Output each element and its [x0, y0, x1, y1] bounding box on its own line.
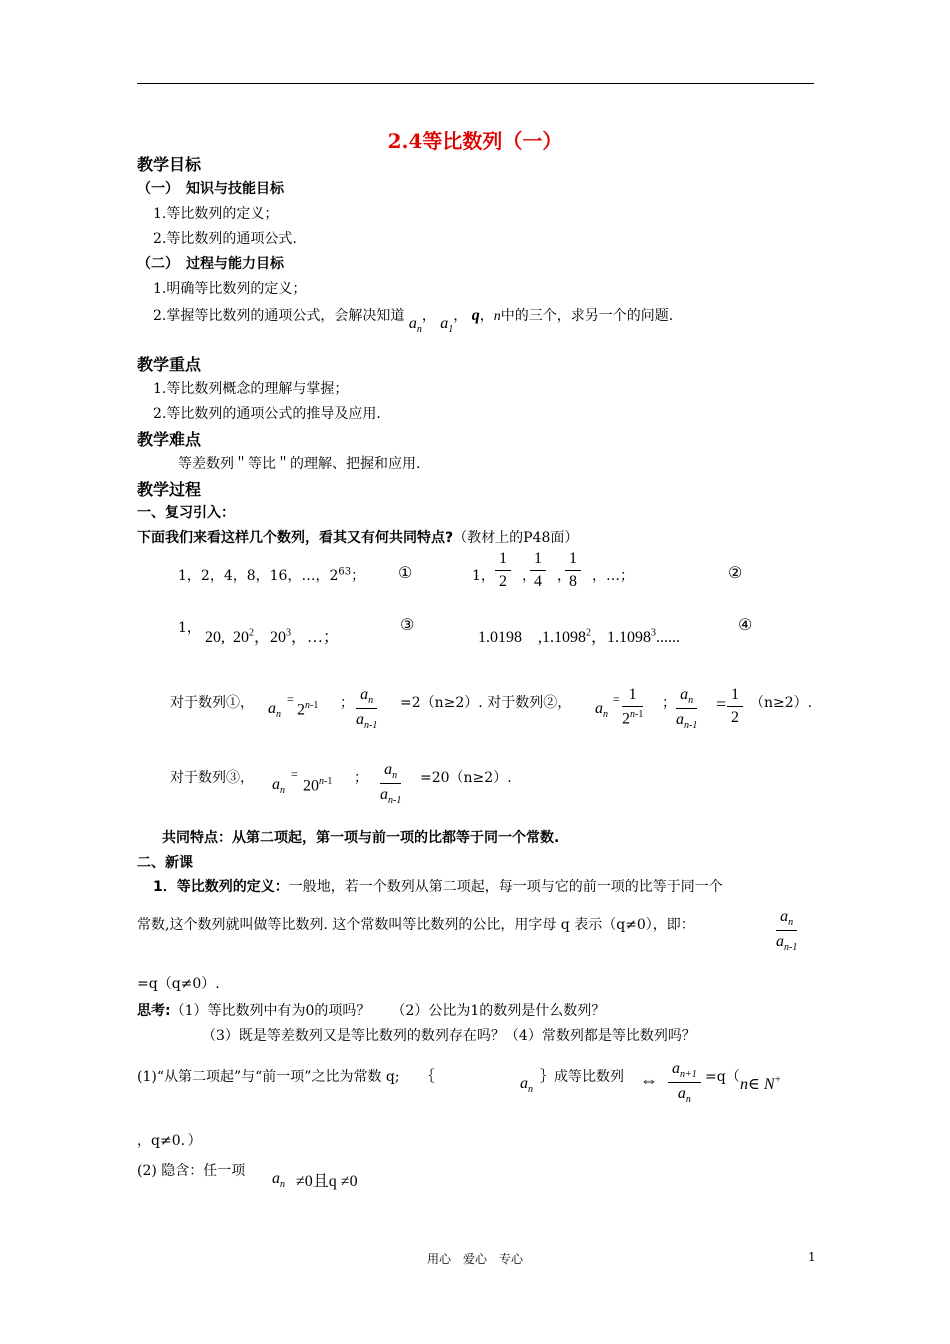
fraction-an-over-an1: $\frac{a_n}{a_{n-1}}$ [676, 686, 698, 732]
key-item1: 1.等比数列概念的理解与掌握； [153, 381, 349, 397]
think-line1: 思考:（1）等比数列中有为0的项吗？ （2）公比为1的数列是什么数列？ [137, 1003, 606, 1019]
key-item2: 2.等比数列的通项公式的推导及应用. [153, 406, 381, 422]
mark-1: ① [398, 563, 413, 582]
mark-2: ② [728, 563, 743, 582]
page-number: 1 [808, 1250, 816, 1264]
condition: =20（n≥2）. [420, 770, 512, 786]
iff-symbol: ⇔ [640, 1070, 658, 1090]
review-question: 下面我们来看这样几个数列，看其又有何共同特点?（教材上的P48面） [137, 530, 579, 546]
note1-eq: =q（ [705, 1069, 740, 1085]
condition: （n≥2）. [750, 695, 813, 711]
an-symbol: $a_n$ [268, 700, 281, 721]
goals-sub2: （二） 过程与能力目标 [137, 256, 284, 272]
semicolon: ； [662, 695, 676, 711]
note2-text: (2) 隐含：任一项 [137, 1163, 246, 1179]
definition-line2: 常数,这个数列就叫做等比数列. 这个常数叫等比数列的公比，用字母 q 表示（q≠0），即： [137, 917, 695, 933]
an-symbol: $a_n$ [595, 700, 608, 721]
for-seq2-label: =2（n≥2）. 对于数列②， [400, 695, 572, 711]
page-title: 2.4等比数列（一） [387, 129, 563, 153]
fraction-half: $\frac{1}{2}$ [727, 686, 743, 727]
goals-sub2-item1: 1.明确等比数列的定义； [153, 281, 307, 297]
goals-sub1: （一） 知识与技能目标 [137, 181, 284, 197]
definition-line3: =q（q≠0）. [137, 976, 220, 992]
note1-mid: ｝成等比数列 [540, 1069, 624, 1085]
newlesson-heading: 二、新课 [137, 855, 193, 871]
goals-sub2-item2: 2.掌握等比数列的通项公式，会解决知道 $a_n$， $a_1$， q，n中的三个，求另一个的问题. [153, 307, 674, 336]
note2-math: ≠0且q ≠0 [296, 1173, 358, 1190]
common-feature: 共同特点：从第二项起，第一项与前一项的比都等于同一个常数. [162, 830, 560, 846]
equals: = [613, 692, 620, 706]
equals: = [716, 694, 727, 714]
sequence-4: 1.0198 ,1.1098$^2$，1.1098$^3$...... [478, 627, 681, 646]
fraction-an-over-an1: $\frac{a_n}{a_{n-1}}$ [776, 908, 798, 954]
equals: = [287, 692, 294, 706]
ellipsis: ，…； [592, 568, 634, 584]
header-rule [137, 83, 814, 84]
process-heading: 教学过程 [137, 480, 202, 499]
review-heading: 一、复习引入： [137, 505, 235, 521]
comma: ， [522, 568, 536, 584]
an-symbol: $a_n$ [272, 1170, 285, 1191]
equals: = [291, 767, 298, 781]
fraction-quarter: $\frac{1}{4}$ [530, 550, 546, 591]
difficulty-text: 等差数列＂等比＂的理解、把握和应用. [178, 456, 421, 472]
sequence-2-start: 1， [472, 568, 495, 584]
goals-heading: 教学目标 [137, 155, 202, 174]
sequence-3-start: 1， [178, 620, 201, 636]
power-2: 2$^{n-1}$ [297, 700, 319, 719]
for-seq1-label: 对于数列①， [170, 695, 254, 711]
difficulty-heading: 教学难点 [137, 430, 202, 449]
goals-sub1-item1: 1.等比数列的定义； [153, 206, 279, 222]
comma: ， [557, 568, 571, 584]
note1-text: (1)“从第二项起”与“前一项”之比为常数 q; ｛ [137, 1069, 435, 1085]
an-symbol: $a_n$ [520, 1075, 533, 1096]
fraction-an-over-an1: $\frac{a_n}{a_{n-1}}$ [380, 761, 402, 807]
sequence-3: 20, $20^2$，$20^3$，…； [205, 627, 340, 646]
fraction-an1-over-an: $\frac{a_{n+1}}{a_n}$ [668, 1060, 701, 1105]
power-20: 20$^{n-1}$ [303, 776, 333, 795]
goals-sub1-item2: 2.等比数列的通项公式. [153, 231, 297, 247]
fraction-an-over-an1: $\frac{a_n}{a_{n-1}}$ [356, 686, 378, 732]
semicolon: ； [354, 770, 368, 786]
key-heading: 教学重点 [137, 355, 202, 374]
think-line2: （3）既是等差数列又是等比数列的数列存在吗？（4）常数列都是等比数列吗？ [202, 1028, 696, 1044]
fraction-1-over-2n1: $\frac{1}{2^{n-1}}$ [622, 686, 644, 728]
semicolon: ； [340, 695, 354, 711]
an-symbol: $a_n$ [272, 776, 285, 797]
fraction-eighth: $\frac{1}{8}$ [565, 550, 581, 591]
fraction-half: $\frac{1}{2}$ [495, 550, 511, 591]
mark-4: ④ [738, 615, 753, 634]
for-seq3-label: 对于数列③， [170, 770, 254, 786]
mark-3: ③ [400, 615, 415, 634]
definition-line1: 1．等比数列的定义：一般地，若一个数列从第二项起，每一项与它的前一项的比等于同一个 [153, 879, 723, 895]
footer-text: 用心 爱心 专心 [426, 1252, 523, 1266]
sequence-1: 1，2，4，8，16，…，$2^{63}$； [178, 566, 366, 584]
note1-tail: ，q≠0．） [137, 1133, 202, 1149]
n-in-N: n∈ N+ [740, 1074, 782, 1093]
